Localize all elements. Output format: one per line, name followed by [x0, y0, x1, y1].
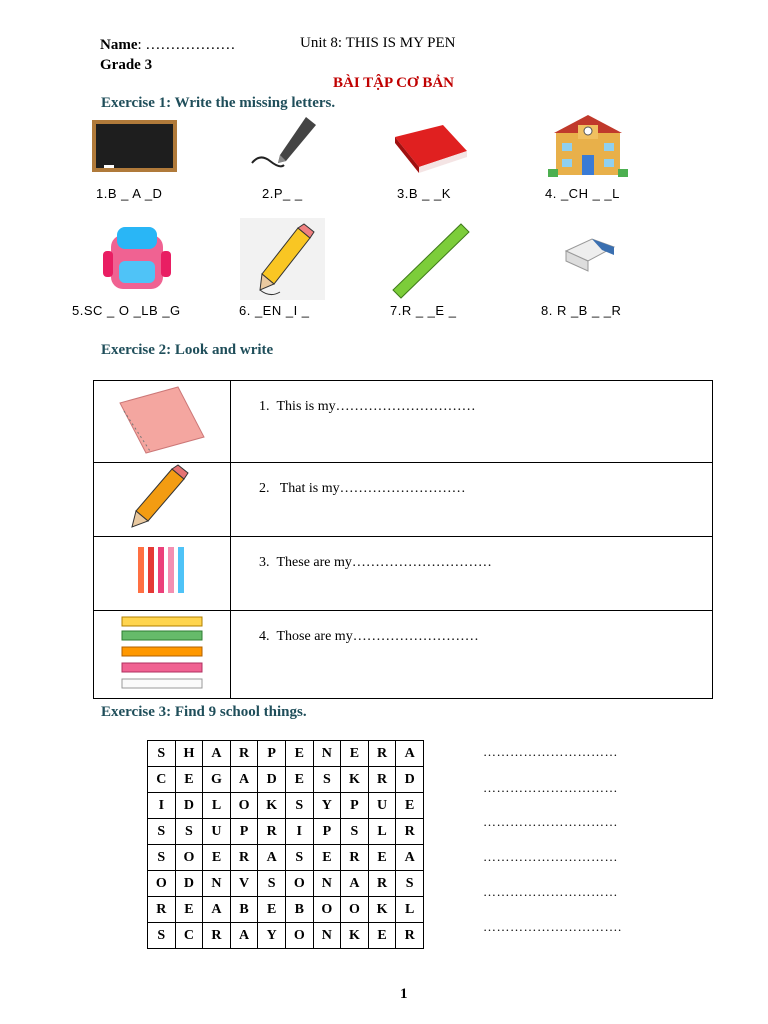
sentence-4: 4. Those are my………………………: [259, 629, 479, 644]
grid-cell[interactable]: R: [230, 741, 258, 767]
grid-cell[interactable]: E: [396, 793, 424, 819]
grid-cell[interactable]: S: [396, 871, 424, 897]
grid-cell[interactable]: B: [285, 897, 313, 923]
grid-cell[interactable]: A: [258, 845, 286, 871]
grid-row: [148, 871, 424, 897]
grid-cell[interactable]: D: [175, 793, 203, 819]
schoolbag-icon: [97, 221, 177, 293]
grid-cell[interactable]: K: [341, 767, 369, 793]
page-subtitle: BÀI TẬP CƠ BẢN: [333, 75, 454, 91]
grid-cell[interactable]: S: [148, 923, 176, 949]
grid-cell[interactable]: A: [203, 741, 231, 767]
grid-cell[interactable]: P: [258, 741, 286, 767]
grid-cell[interactable]: L: [203, 793, 231, 819]
grid-cell[interactable]: E: [175, 767, 203, 793]
grid-row: [148, 741, 424, 767]
grid-cell[interactable]: D: [396, 767, 424, 793]
answer-line-3[interactable]: …………………………: [483, 814, 618, 829]
unit-title: Unit 8: THIS IS MY PEN: [300, 35, 456, 51]
exercise1-title: Exercise 1: Write the missing letters.: [101, 95, 336, 111]
grid-cell[interactable]: A: [396, 741, 424, 767]
exercise1-caption-8: 8. R _B _ _R: [541, 303, 622, 318]
answer-line-1[interactable]: …………………………: [483, 744, 618, 759]
ruler-icon: [391, 220, 471, 300]
rubber-icon: [562, 233, 617, 273]
grid-cell[interactable]: E: [285, 741, 313, 767]
sentence-cell[interactable]: [231, 381, 713, 463]
grid-cell[interactable]: R: [258, 819, 286, 845]
exercise1-caption-2: 2.P_ _: [262, 186, 303, 201]
grid-cell[interactable]: O: [175, 845, 203, 871]
grid-cell[interactable]: P: [341, 793, 369, 819]
grid-cell[interactable]: L: [396, 897, 424, 923]
grid-cell[interactable]: R: [396, 923, 424, 949]
grid-cell[interactable]: S: [285, 793, 313, 819]
sentence-2: 2. That is my………………………: [259, 481, 466, 496]
grid-cell[interactable]: D: [258, 767, 286, 793]
answer-line-2[interactable]: …………………………: [483, 780, 618, 795]
grid-cell[interactable]: H: [175, 741, 203, 767]
grid-cell[interactable]: P: [313, 819, 341, 845]
table-row: [94, 537, 713, 611]
grid-cell[interactable]: I: [285, 819, 313, 845]
book-icon: [393, 123, 469, 173]
picture-cell: [94, 611, 231, 699]
grid-cell[interactable]: U: [368, 793, 396, 819]
sentence-cell[interactable]: [231, 611, 713, 699]
answer-line-5[interactable]: …………………………: [483, 884, 618, 899]
exercise1-caption-7: 7.R _ _E _: [390, 303, 457, 318]
sentence-cell[interactable]: [231, 463, 713, 537]
school-icon: [548, 111, 628, 177]
table-row: [94, 611, 713, 699]
sentence-cell[interactable]: [231, 537, 713, 611]
word-search-grid: [147, 740, 424, 949]
grid-cell[interactable]: O: [148, 871, 176, 897]
grid-cell[interactable]: R: [148, 897, 176, 923]
grid-cell[interactable]: O: [285, 923, 313, 949]
exercise1-caption-4: 4. _CH _ _L: [545, 186, 620, 201]
sentence-1: 1. This is my…………………………: [259, 399, 476, 414]
grid-cell[interactable]: O: [230, 793, 258, 819]
exercise1-caption-3: 3.B _ _K: [397, 186, 451, 201]
grid-row: [148, 923, 424, 949]
grid-cell[interactable]: D: [175, 871, 203, 897]
table-row: [94, 381, 713, 463]
exercise1-caption-6: 6. _EN _I _: [239, 303, 310, 318]
grid-cell[interactable]: R: [368, 871, 396, 897]
grid-cell[interactable]: U: [203, 819, 231, 845]
grid-cell[interactable]: S: [258, 871, 286, 897]
name-blank: : ………………: [137, 37, 236, 53]
grid-cell[interactable]: E: [285, 767, 313, 793]
pencil-icon: [94, 463, 230, 531]
grid-cell[interactable]: R: [230, 845, 258, 871]
grid-cell[interactable]: R: [396, 819, 424, 845]
exercise3-title: Exercise 3: Find 9 school things.: [101, 704, 307, 720]
grid-row: [148, 845, 424, 871]
grid-row: [148, 897, 424, 923]
grid-cell[interactable]: A: [203, 897, 231, 923]
grid-cell[interactable]: K: [368, 897, 396, 923]
grid-cell[interactable]: N: [313, 741, 341, 767]
grid-cell[interactable]: N: [313, 923, 341, 949]
grid-cell[interactable]: G: [203, 767, 231, 793]
grid-cell[interactable]: S: [148, 845, 176, 871]
grid-cell[interactable]: R: [203, 923, 231, 949]
grid-cell[interactable]: E: [341, 741, 369, 767]
grid-cell[interactable]: K: [341, 923, 369, 949]
grid-cell[interactable]: E: [258, 897, 286, 923]
grid-row: [148, 819, 424, 845]
grid-cell[interactable]: R: [341, 845, 369, 871]
grid-cell[interactable]: R: [368, 767, 396, 793]
grid-cell[interactable]: S: [148, 741, 176, 767]
blackboard-icon: [92, 120, 177, 172]
exercise2-table: [93, 380, 713, 699]
grid-cell[interactable]: A: [341, 871, 369, 897]
grid-cell[interactable]: O: [285, 871, 313, 897]
picture-cell: [94, 537, 231, 611]
grid-cell[interactable]: E: [313, 845, 341, 871]
grid-cell[interactable]: S: [341, 819, 369, 845]
grid-cell[interactable]: E: [203, 845, 231, 871]
grid-cell[interactable]: N: [203, 871, 231, 897]
name-label: Name: [100, 37, 138, 53]
page-number: 1: [400, 986, 408, 1002]
rulers-icon: [94, 611, 230, 693]
grid-cell[interactable]: E: [175, 897, 203, 923]
grid-cell[interactable]: E: [368, 845, 396, 871]
grid-cell[interactable]: S: [313, 767, 341, 793]
grid-cell[interactable]: C: [148, 767, 176, 793]
grid-cell[interactable]: A: [396, 845, 424, 871]
table-row: [94, 463, 713, 537]
grid-cell[interactable]: E: [368, 923, 396, 949]
grid-cell[interactable]: Y: [313, 793, 341, 819]
grid-cell[interactable]: B: [230, 897, 258, 923]
exercise1-caption-1: 1.B _ A _D: [96, 186, 163, 201]
grid-cell[interactable]: S: [285, 845, 313, 871]
pens-icon: [94, 537, 230, 605]
sentence-3: 3. These are my…………………………: [259, 555, 492, 570]
grid-cell[interactable]: Y: [258, 923, 286, 949]
answer-line-6[interactable]: ………………………….: [483, 919, 622, 934]
exercise1-caption-5: 5.SC _ O _LB _G: [72, 303, 181, 318]
grid-cell[interactable]: O: [313, 897, 341, 923]
exercise2-title: Exercise 2: Look and write: [101, 342, 274, 358]
picture-cell: [94, 381, 231, 463]
grid-row: [148, 793, 424, 819]
pen-icon: [250, 113, 320, 177]
grid-cell[interactable]: N: [313, 871, 341, 897]
grid-row: [148, 767, 424, 793]
grid-cell[interactable]: L: [368, 819, 396, 845]
grid-cell[interactable]: R: [368, 741, 396, 767]
grid-cell[interactable]: P: [230, 819, 258, 845]
pencil-icon: [240, 218, 325, 300]
grid-cell[interactable]: A: [230, 923, 258, 949]
notebook-icon: [94, 381, 230, 457]
name-field: [100, 37, 235, 54]
answer-line-4[interactable]: …………………………: [483, 849, 618, 864]
picture-cell: [94, 463, 231, 537]
grid-cell[interactable]: K: [258, 793, 286, 819]
grid-cell[interactable]: S: [175, 819, 203, 845]
grid-cell[interactable]: A: [230, 767, 258, 793]
grid-cell[interactable]: S: [148, 819, 176, 845]
grade-label: Grade 3: [100, 57, 153, 73]
grid-cell[interactable]: I: [148, 793, 176, 819]
grid-cell[interactable]: V: [230, 871, 258, 897]
grid-cell[interactable]: O: [341, 897, 369, 923]
grid-cell[interactable]: C: [175, 923, 203, 949]
